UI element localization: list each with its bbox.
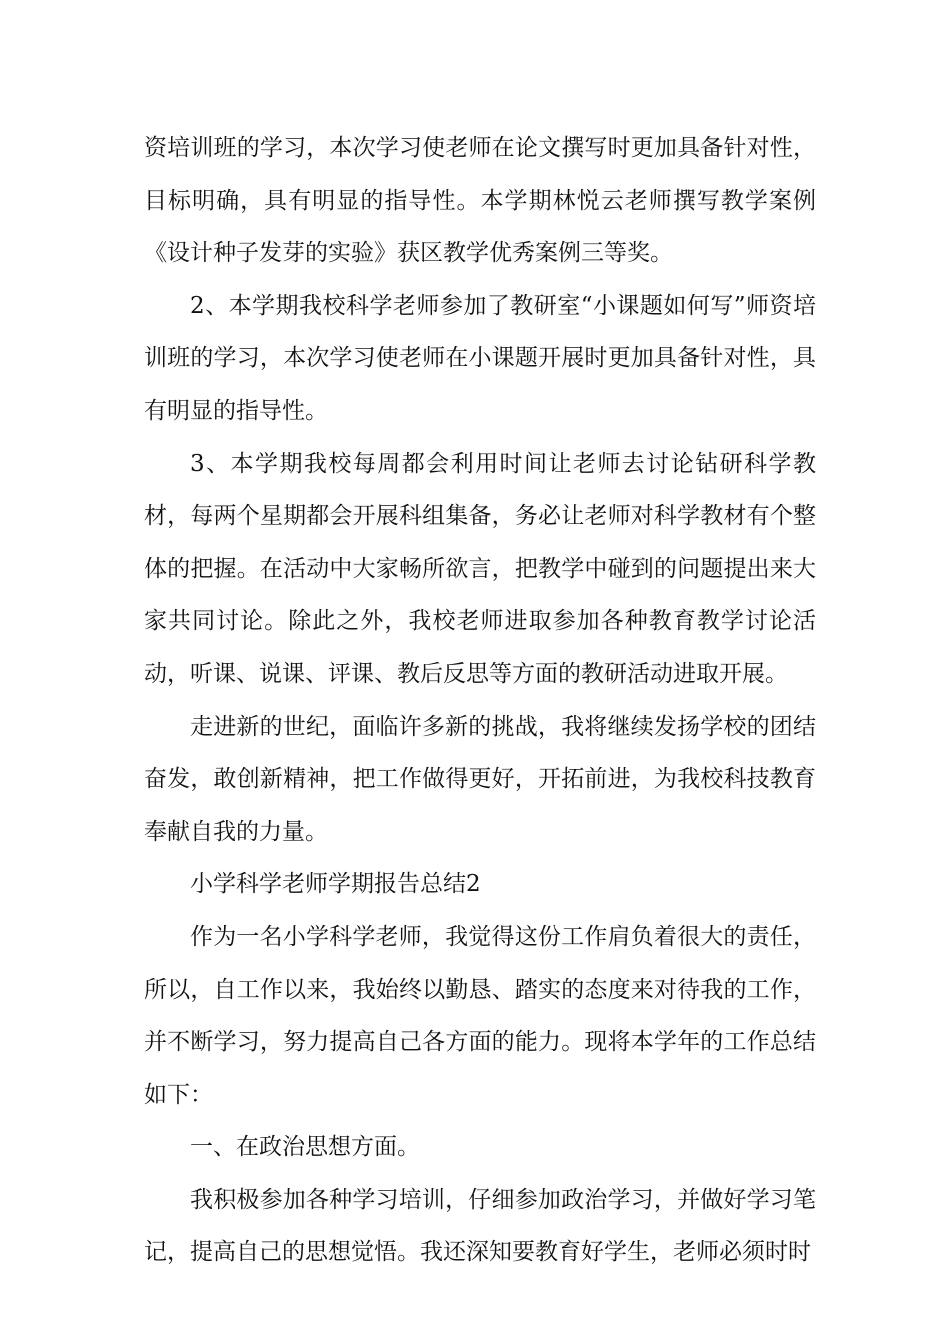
paragraph-closing: 走进新的世纪，面临许多新的挑战，我将继续发扬学校的团结奋发，敢创新精神，把工作做得更好，开拓前进，为我校科技教育奉献自我的力量。	[144, 713, 816, 845]
section-title: 小学科学老师学期报告总结2	[190, 871, 481, 898]
subsection-heading: 一、在政治思想方面。	[190, 1134, 420, 1161]
paragraph-continuation: 资培训班的学习，本次学习使老师在论文撰写时更加具备针对性，目标明确，具有明显的指导性。本学期林悦云老师撰写教学案例《设计种子发芽的实验》获区教学优秀案例三等奖。	[144, 135, 816, 267]
paragraph-item-3: 3、本学期我校每周都会利用时间让老师去讨论钻研科学教材，每两个星期都会开展科组集备，务必让老师对科学教材有个整体的把握。在活动中大家畅所欲言，把教学中碰到的问题提出来大家共同讨论。除此之外，我校老师进取参加各种教育教学讨论活动，听课、说课、评课、教后反思等方面的教研活动进取开展。	[144, 450, 816, 687]
paragraph-political: 我积极参加各种学习培训，仔细参加政治学习，并做好学习笔记，提高自己的思想觉悟。我还深知要教育好学生，老师必须时时	[144, 1186, 816, 1266]
paragraph-intro: 作为一名小学科学老师，我觉得这份工作肩负着很大的责任，所以，自工作以来，我始终以勤恳、踏实的态度来对待我的工作，并不断学习，努力提高自己各方面的能力。现将本学年的工作总结如下：	[144, 923, 816, 1108]
paragraph-item-2: 2、本学期我校科学老师参加了教研室“小课题如何写”师资培训班的学习，本次学习使老师在小课题开展时更加具备针对性，具有明显的指导性。	[144, 292, 816, 424]
document-body	[144, 122, 816, 1279]
